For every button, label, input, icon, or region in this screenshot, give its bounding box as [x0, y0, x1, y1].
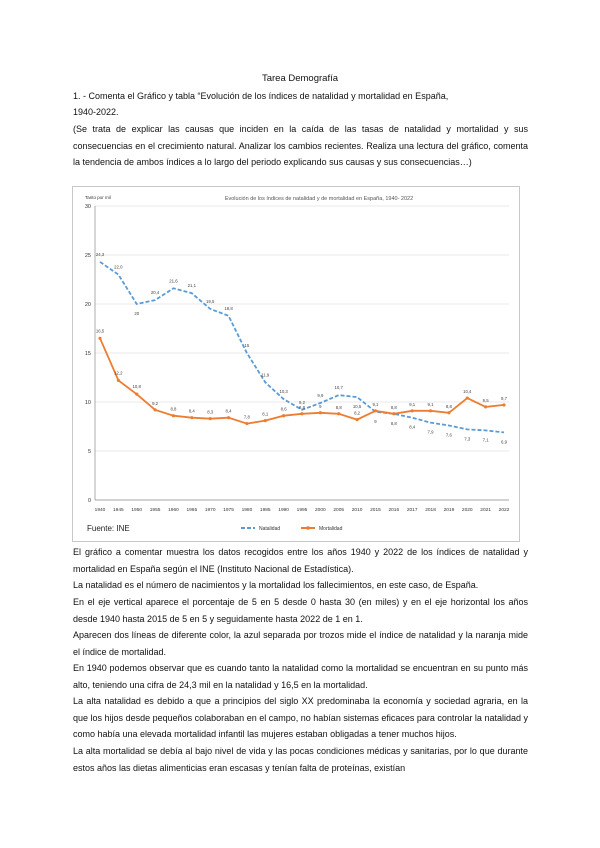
x-tick-2019: 2019	[443, 508, 455, 513]
paragraph-3: En el eje vertical aparece el porcentaje de 5 en 5 desde 0 hasta 30 (en miles) y en el eje horizontal los años desde 1940 hasta 2015 de 5 en 5 y seguidamente hasta 2022 de 1 en 1.	[73, 597, 528, 624]
point-mortalidad-2019	[447, 411, 450, 414]
y-tick-0: 0	[87, 498, 91, 504]
label-natalidad-1950: 20	[134, 311, 140, 316]
y-tick-15: 15	[84, 351, 91, 357]
y-tick-20: 20	[84, 302, 91, 308]
point-mortalidad-1955	[153, 408, 156, 411]
point-mortalidad-1970	[209, 417, 212, 420]
x-tick-2010: 2010	[351, 508, 363, 513]
point-mortalidad-2018	[429, 409, 432, 412]
label-mortalidad-2017: 9,1	[409, 401, 416, 407]
point-mortalidad-1950	[135, 393, 138, 396]
point-mortalidad-2016	[392, 412, 395, 415]
x-tick-2015: 2015	[370, 508, 381, 513]
label-natalidad-2021: 7,1	[482, 437, 489, 443]
label-mortalidad-1960: 8,8	[170, 406, 177, 412]
label-mortalidad-2021: 9,5	[482, 397, 489, 403]
point-mortalidad-1995	[300, 412, 303, 415]
paragraph-5: En 1940 podemos observar que es cuando tanto la natalidad como la mortalidad se encuentran en su punto más alto, teniendo una cifra de 24,3 mil en la natalidad y 16,5 en la mortalidad.	[73, 663, 528, 690]
x-tick-2022: 2022	[498, 508, 510, 513]
point-mortalidad-2015	[374, 409, 377, 412]
point-mortalidad-1980	[245, 422, 248, 425]
point-mortalidad-1965	[190, 416, 193, 419]
paragraph-2: La natalidad es el número de nacimientos y la mortalidad los fallecimientos, en este caso, de España.	[73, 580, 479, 590]
label-natalidad-1960: 21,6	[169, 278, 178, 284]
point-mortalidad-2010	[355, 418, 358, 421]
x-tick-2000: 2000	[315, 508, 326, 513]
label-natalidad-1985: 11,9	[261, 372, 270, 378]
label-natalidad-1990: 10,3	[279, 389, 288, 395]
y-tick-labels	[85, 204, 91, 504]
label-mortalidad-1990: 8,6	[280, 406, 287, 412]
label-natalidad-1995: 9,2	[299, 399, 305, 405]
label-natalidad-2005: 10,7	[334, 385, 343, 391]
point-mortalidad-1945	[117, 379, 120, 382]
birth-death-chart	[73, 187, 519, 541]
gridlines	[95, 206, 509, 500]
line-mortalidad	[100, 338, 504, 423]
label-natalidad-2020: 7,3	[464, 436, 471, 442]
label-mortalidad-2022: 9,7	[501, 395, 507, 401]
y-tick-30: 30	[84, 204, 91, 210]
point-mortalidad-2021	[484, 405, 487, 408]
label-natalidad-1975: 18,8	[224, 305, 233, 311]
label-mortalidad-1950: 10,8	[132, 384, 141, 390]
label-mortalidad-1955: 9,2	[152, 400, 159, 406]
label-mortalidad-2016: 8,8	[390, 404, 397, 410]
y-tick-10: 10	[84, 400, 91, 406]
label-mortalidad-2018: 9,1	[427, 401, 434, 407]
label-natalidad-1940: 24,3	[95, 251, 105, 257]
label-mortalidad-1940: 16,5	[95, 328, 105, 334]
x-tick-1975: 1975	[223, 508, 234, 513]
legend-mortalidad-marker	[306, 526, 310, 530]
label-mortalidad-1970: 8,3	[207, 409, 214, 415]
chart-frame	[72, 186, 520, 542]
y-tick-25: 25	[84, 253, 91, 259]
label-mortalidad-1980: 7,8	[243, 414, 250, 420]
y-axis-label: Tanto por mil	[85, 195, 111, 200]
label-mortalidad-2005: 8,8	[335, 404, 342, 410]
label-mortalidad-1975: 8,4	[225, 408, 232, 414]
chart-source: Fuente: INE	[87, 524, 130, 533]
point-mortalidad-2022	[502, 403, 505, 406]
label-natalidad-1965: 21,1	[187, 283, 197, 289]
label-mortalidad-1965: 8,4	[188, 408, 195, 414]
label-natalidad-2016: 8,8	[390, 420, 397, 426]
x-tick-2017: 2017	[406, 508, 418, 513]
instructions: (Se trata de explicar las causas que inciden en la caída de las tasas de natalidad y mortalidad y sus consecuencias en el crecimiento natural. Analizar los cambios recientes. Realiza una lectura del gráfico, comenta la tendencia de ambos índices a lo largo del periodo explicando sus causas y sus consecuencias…)	[73, 124, 528, 167]
question-line-2: 1940-2022.	[73, 107, 119, 117]
data-labels	[96, 252, 508, 445]
x-tick-1945: 1945	[113, 508, 124, 513]
label-natalidad-2022: 6,9	[501, 439, 507, 445]
x-tick-2005: 2005	[333, 508, 345, 513]
label-mortalidad-2010: 8,2	[354, 410, 361, 416]
point-mortalidad-2017	[411, 409, 414, 412]
paragraph-6: La alta natalidad es debido a que a principios del siglo XX predominaba la economía y sociedad agraria, en la que los hijos desde pequeños colaboraban en el campo, no habían sistemas eficaces para controlar la natalidad y como había una elevada mortalidad infantil las mujeres estaban obligadas a tener muchos hijos.	[73, 696, 528, 739]
point-mortalidad-2000	[319, 411, 322, 414]
question-line-1: 1. - Comenta el Gráfico y tabla “Evolución de los índices de natalidad y mortalidad en España,	[73, 91, 449, 101]
label-natalidad-2010: 10,5	[352, 404, 362, 410]
x-tick-1990: 1990	[278, 508, 289, 513]
label-mortalidad-2000: 9	[319, 403, 322, 409]
legend-natalidad-label: Natalidad	[259, 526, 281, 532]
label-mortalidad-1985: 8,1	[262, 411, 269, 417]
x-tick-1940: 1940	[94, 508, 106, 513]
label-natalidad-2000: 9,9	[317, 392, 324, 398]
label-mortalidad-1945: 12,2	[114, 370, 123, 376]
x-tick-labels	[95, 507, 510, 513]
point-mortalidad-1940	[98, 337, 101, 340]
x-tick-2016: 2016	[388, 508, 400, 513]
label-mortalidad-2015: 9,1	[372, 401, 379, 407]
legend	[241, 526, 343, 532]
label-mortalidad-2020: 10,4	[463, 389, 472, 395]
label-natalidad-1980: 15	[244, 343, 250, 348]
paragraph-4: Aparecen dos líneas de diferente color, la azul separada por trozos mide el índice de natalidad y la naranja mide el índice de mortalidad.	[73, 630, 528, 657]
doc-title: Tarea Demografía	[261, 73, 339, 84]
label-mortalidad-1995: 8,8	[299, 404, 305, 410]
label-mortalidad-2019: 8,8	[445, 403, 452, 409]
label-natalidad-1970: 19,5	[205, 298, 215, 304]
x-tick-1980: 1980	[241, 508, 253, 513]
label-natalidad-1945: 22,0	[114, 264, 123, 270]
x-tick-1955: 1955	[149, 508, 161, 513]
x-tick-1960: 1960	[168, 508, 179, 513]
label-natalidad-2018: 7,9	[427, 429, 434, 435]
chart-title: Evolución de los índices de natalidad y de mortalidad en España, 1940- 2022	[224, 196, 414, 202]
legend-mortalidad-label: Mortalidad	[319, 526, 343, 532]
point-mortalidad-1990	[282, 414, 285, 417]
point-mortalidad-1960	[172, 414, 175, 417]
x-tick-2020: 2020	[461, 508, 473, 513]
label-natalidad-2015: 9	[374, 418, 377, 424]
paragraph-1: El gráfico a comentar muestra los datos recogidos entre los años 1940 y 2022 de los índices de natalidad y mortalidad en España según el INE (Instituto Nacional de Estadística).	[73, 547, 528, 574]
x-tick-2021: 2021	[480, 508, 491, 513]
point-mortalidad-1985	[264, 419, 267, 422]
paragraph-7: La alta mortalidad se debía al bajo nivel de vida y las pocas condiciones médicas y sanitarias, por lo que durante estos años las dietas alimenticias eran escasas y tenían falta de proteínas, existían	[73, 746, 528, 773]
x-tick-2018: 2018	[425, 508, 436, 513]
x-tick-1950: 1950	[131, 508, 143, 513]
point-mortalidad-1975	[227, 416, 230, 419]
label-natalidad-2017: 8,4	[409, 424, 416, 430]
x-tick-1985: 1985	[259, 508, 271, 513]
y-tick-5: 5	[87, 449, 91, 455]
x-tick-1965: 1965	[186, 508, 198, 513]
label-natalidad-1955: 20,4	[150, 290, 160, 296]
label-natalidad-2019: 7,6	[445, 432, 452, 438]
point-mortalidad-2020	[466, 396, 469, 399]
point-mortalidad-2005	[337, 412, 340, 415]
x-tick-1970: 1970	[204, 508, 216, 513]
x-tick-1995: 1995	[296, 508, 308, 513]
